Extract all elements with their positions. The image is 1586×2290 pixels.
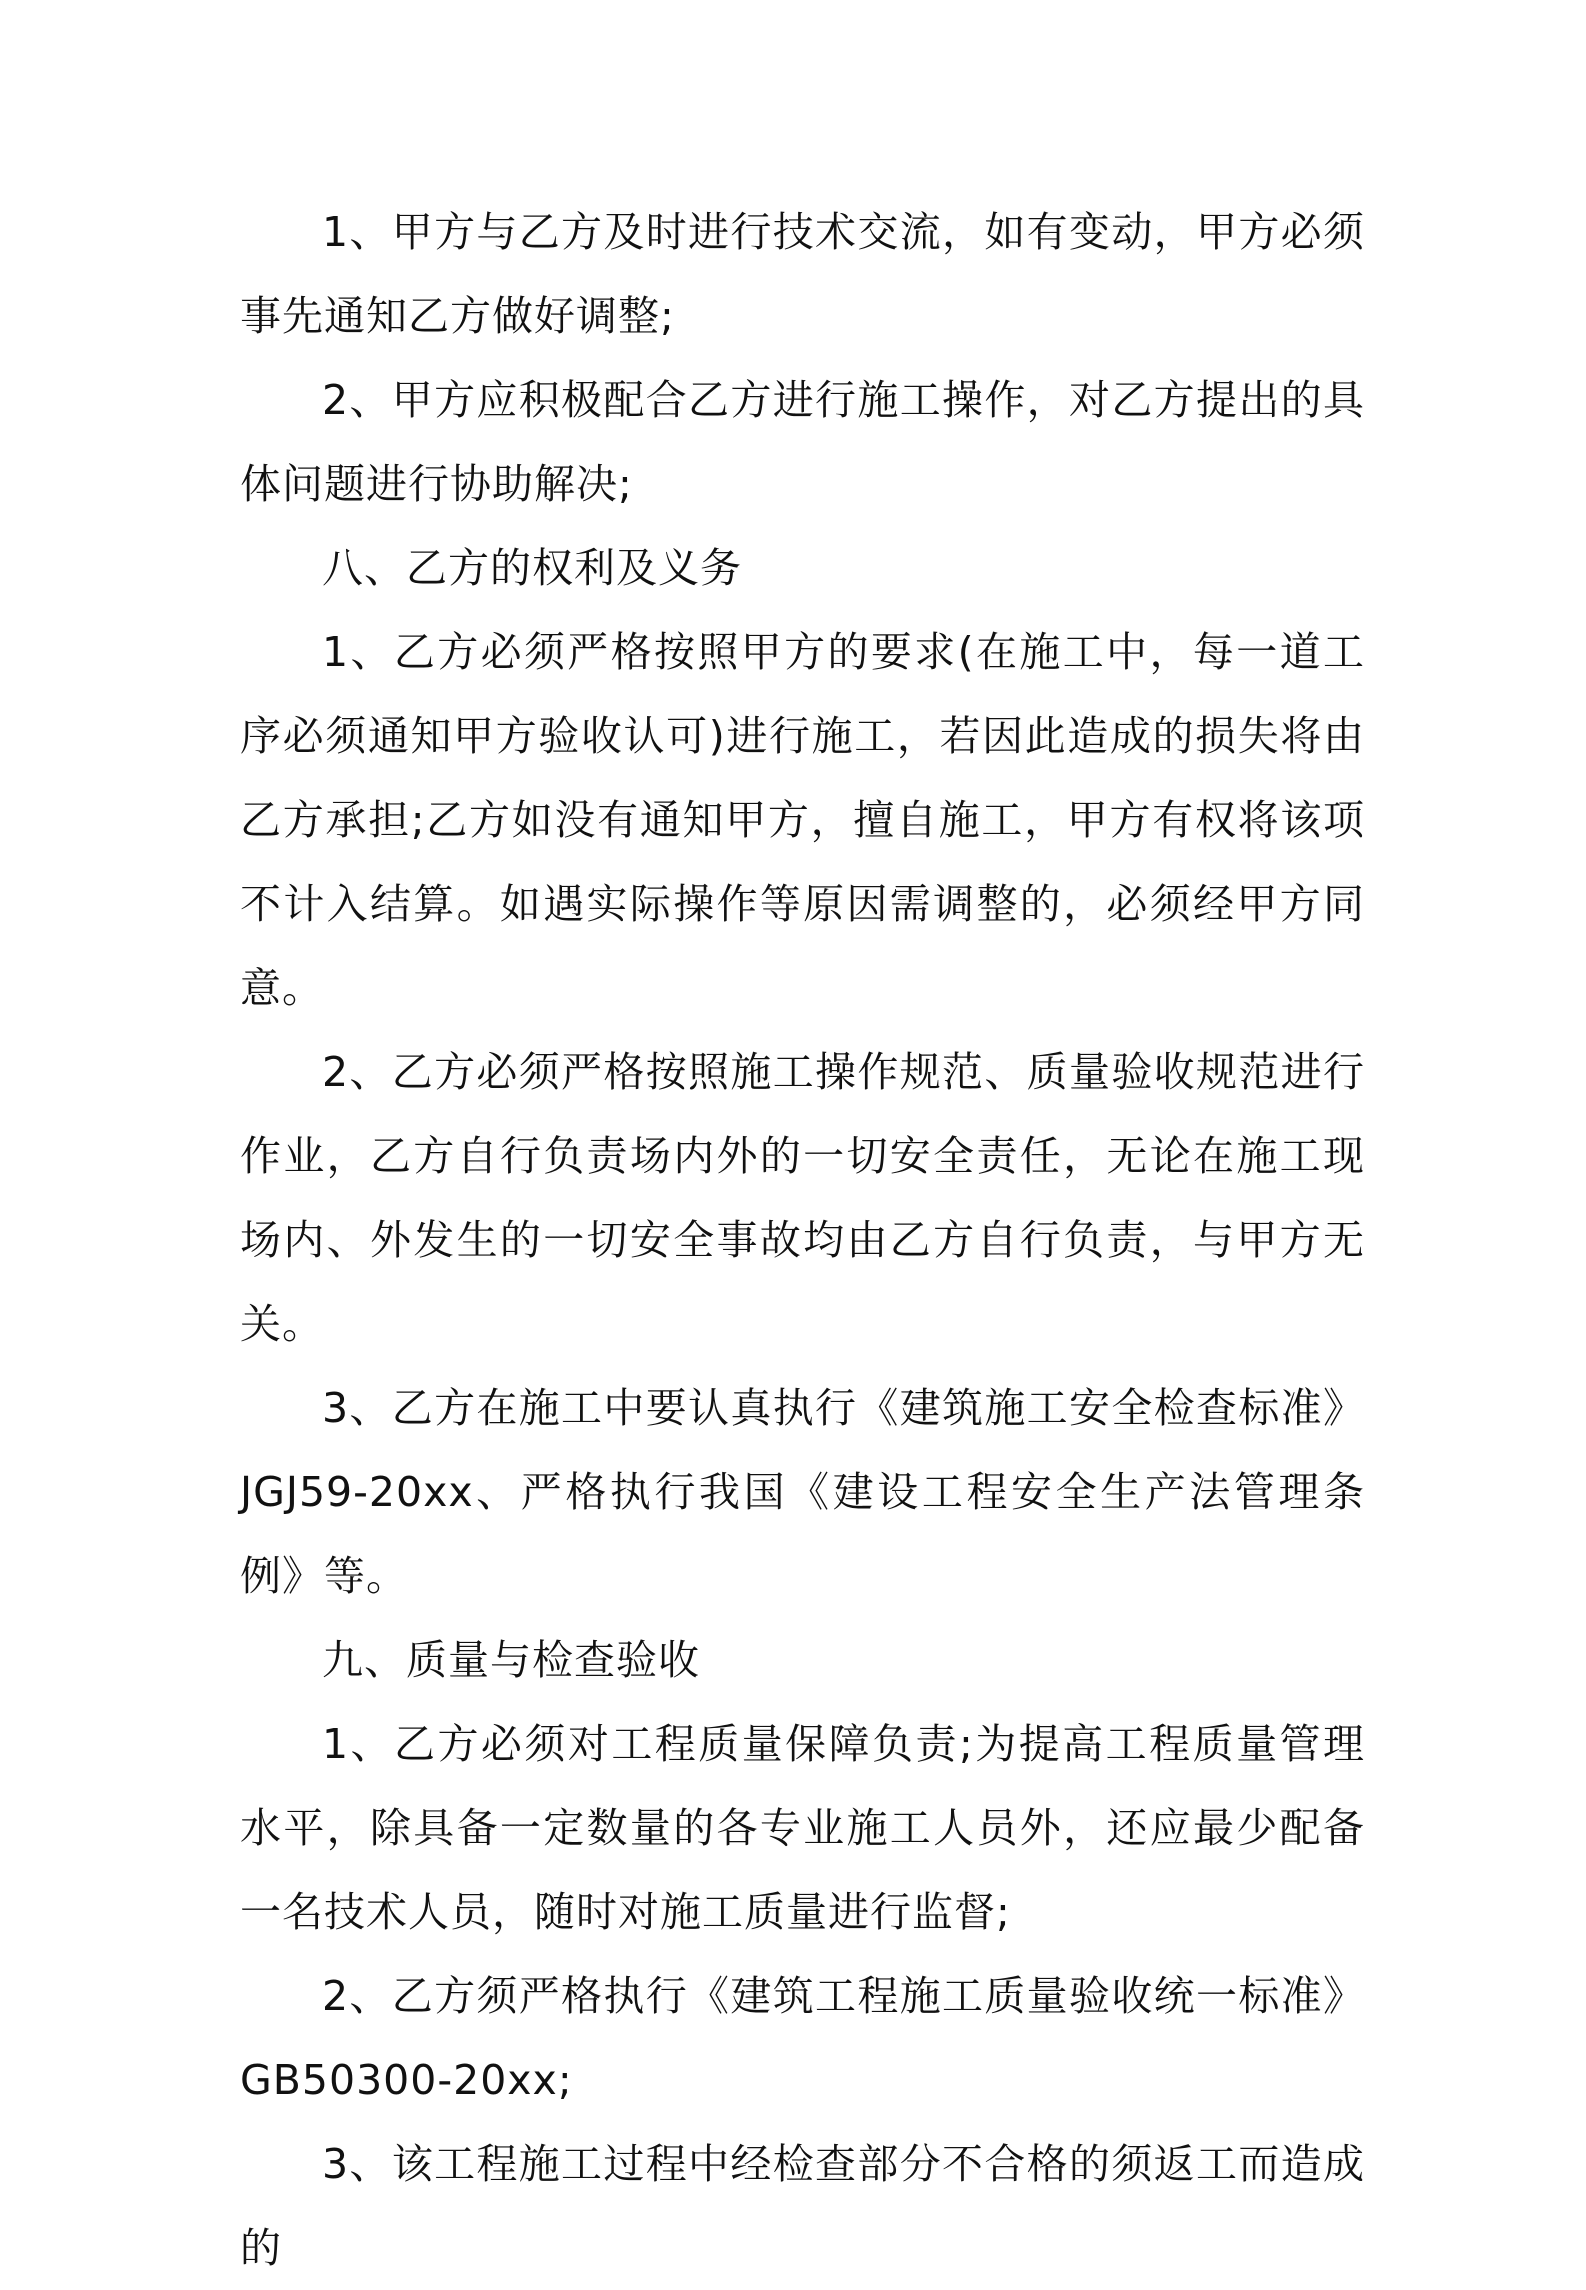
document-body [240,190,1365,2290]
section-heading: 八、乙方的权利及义务 [322,544,742,592]
clause-paragraph: 3、乙方在施工中要认真执行《建筑施工安全检查标准》JGJ59-20xx、严格执行我国《建设工程安全生产法管理条例》等。 [240,1384,1365,1600]
clause-paragraph: 2、乙方必须严格按照施工操作规范、质量验收规范进行作业，乙方自行负责场内外的一切安全责任，无论在施工现场内、外发生的一切安全事故均由乙方自行负责，与甲方无关。 [240,1048,1365,1348]
clause-paragraph: 1、乙方必须对工程质量保障负责;为提高工程质量管理水平，除具备一定数量的各专业施工人员外，还应最少配备一名技术人员，随时对施工质量进行监督; [240,1720,1365,1936]
clause-paragraph: 1、甲方与乙方及时进行技术交流，如有变动，甲方必须事先通知乙方做好调整; [240,208,1365,340]
section-heading: 九、质量与检查验收 [322,1636,700,1684]
clause-paragraph: 3、该工程施工过程中经检查部分不合格的须返工而造成的 [240,2140,1365,2272]
clause-paragraph: 2、乙方须严格执行《建筑工程施工质量验收统一标准》GB50300-20xx; [240,1972,1365,2104]
clause-paragraph: 1、乙方必须严格按照甲方的要求(在施工中，每一道工序必须通知甲方验收认可)进行施工，若因此造成的损失将由乙方承担;乙方如没有通知甲方，擅自施工，甲方有权将该项不计入结算。如遇实际操作等原因需调整的，必须经甲方同意。 [240,628,1365,1012]
clause-paragraph: 2、甲方应积极配合乙方进行施工操作，对乙方提出的具体问题进行协助解决; [240,376,1365,508]
